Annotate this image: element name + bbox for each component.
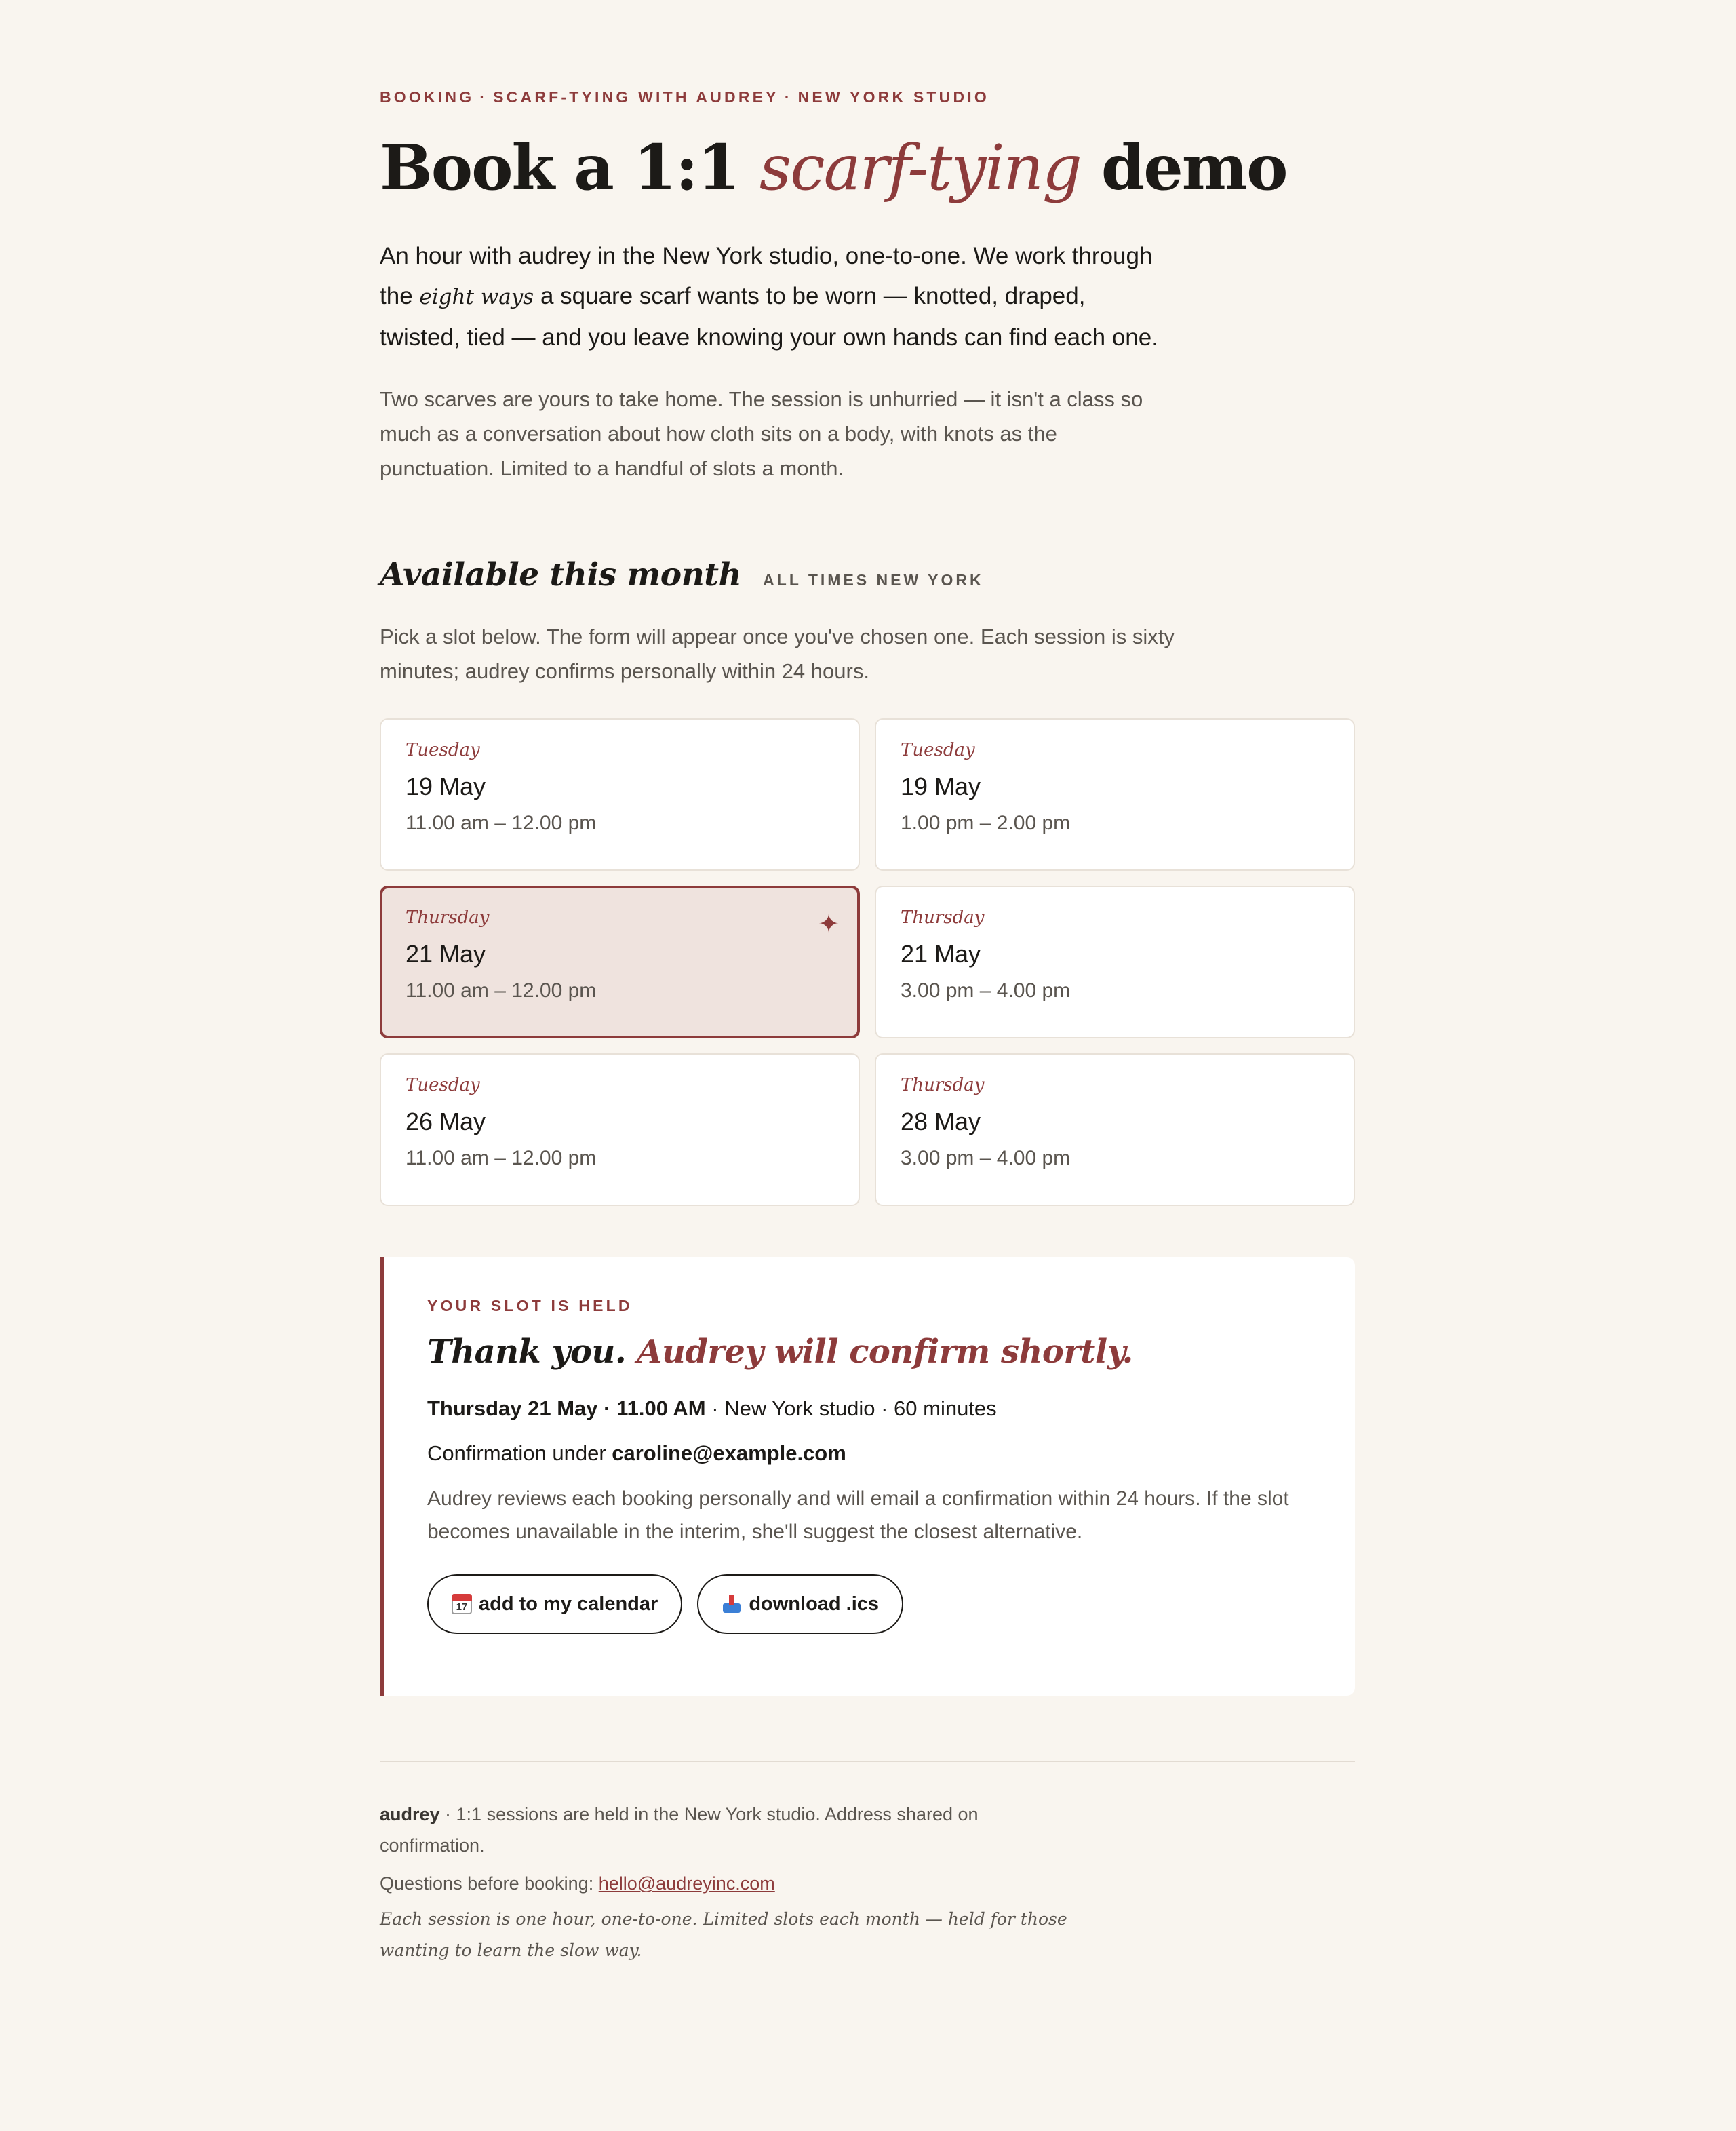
confirmation-email: caroline@example.com — [612, 1441, 846, 1466]
slot-time: 11.00 am – 12.00 pm — [406, 979, 597, 1002]
breadcrumb-item: SCARF-TYING WITH AUDREY — [493, 88, 779, 106]
lede-emphasis: eight ways — [419, 285, 534, 310]
slot-card[interactable] — [380, 1053, 860, 1206]
calendar-icon-date: 17 — [456, 1601, 468, 1614]
breadcrumb-item: BOOKING — [380, 88, 475, 106]
booked-slot-details: · New York studio · 60 minutes — [705, 1396, 997, 1421]
slot-date: 19 May — [406, 773, 486, 801]
breadcrumb-separator: · — [479, 88, 488, 106]
add-to-calendar-label: add to my calendar — [479, 1592, 658, 1615]
confirmation-body: Audrey reviews each booking personally and will email a confirmation within 24 hours. If the slot becomes unavailable in the interim, she'll suggest the closest alternative. — [427, 1487, 1289, 1544]
confirmation-eyebrow: YOUR SLOT IS HELD — [427, 1297, 633, 1315]
confirmation-email-line — [427, 1441, 1311, 1466]
calendar-icon — [452, 1594, 472, 1614]
slot-time: 11.00 am – 12.00 pm — [406, 1147, 597, 1170]
slot-card[interactable] — [380, 718, 860, 871]
page-title — [380, 131, 1356, 204]
confirmation-actions — [427, 1574, 1311, 1634]
breadcrumb-item: NEW YORK STUDIO — [797, 88, 989, 106]
slot-day: Thursday — [901, 907, 985, 928]
slot-card[interactable] — [875, 1053, 1355, 1206]
slot-day: Tuesday — [406, 740, 480, 761]
intro-secondary: Two scarves are yours to take home. The session is unhurried — it isn't a class so much as a conversation about how cloth sits on a body, with knots as the punctuation. Limited to a handful of slots a month. — [380, 387, 1143, 481]
lede-text: An hour with audrey in the New York studio, one-to-one. We work through the — [380, 243, 1153, 310]
breadcrumb — [380, 88, 1356, 106]
availability-header — [380, 556, 1356, 593]
page — [380, 0, 1356, 1966]
booked-slot-summary — [427, 1396, 1311, 1421]
slot-date: 21 May — [901, 940, 981, 969]
footer-questions — [380, 1873, 1356, 1894]
lede-text: a square scarf wants to be worn — knotted, draped, twisted, tied — and you leave knowing your own hands can find each one. — [380, 283, 1158, 351]
footer-location-text: · 1:1 sessions are held in the New York studio. Address shared on confirmation. — [380, 1804, 979, 1856]
slot-card[interactable] — [875, 886, 1355, 1038]
add-to-calendar-button[interactable] — [427, 1574, 682, 1634]
slot-day: Thursday — [901, 1075, 985, 1096]
title-accent: scarf-tying — [759, 132, 1081, 204]
slot-date: 21 May — [406, 940, 486, 969]
slot-time: 3.00 pm – 4.00 pm — [901, 1147, 1071, 1170]
availability-instructions: Pick a slot below. The form will appear once you've chosen one. Each session is sixty minutes; audrey confirms personally within 24 hours. — [380, 625, 1175, 684]
slot-time: 3.00 pm – 4.00 pm — [901, 979, 1071, 1002]
confirmation-email-label: Confirmation under — [427, 1441, 612, 1466]
title-lead: Book a 1:1 — [380, 131, 739, 204]
download-ics-label: download .ics — [749, 1592, 880, 1615]
breadcrumb-separator: · — [784, 88, 793, 106]
booked-slot-datetime: Thursday 21 May · 11.00 AM — [427, 1396, 706, 1421]
slot-card[interactable] — [875, 718, 1355, 871]
confirmation-title-lead: Thank you. — [427, 1333, 627, 1371]
footer-brand: audrey — [380, 1804, 440, 1825]
slot-date: 26 May — [406, 1108, 486, 1136]
slot-grid — [380, 718, 1355, 1206]
availability-title: Available this month — [380, 556, 742, 594]
slot-date: 19 May — [901, 773, 981, 801]
slot-day: Tuesday — [901, 740, 975, 761]
timezone-note: ALL TIMES NEW YORK — [763, 571, 984, 589]
slot-card-selected[interactable] — [380, 886, 860, 1038]
confirmation-panel — [380, 1257, 1355, 1696]
footer-location — [380, 1799, 1085, 1861]
footer-tagline: Each session is one hour, one-to-one. Limited slots each month — held for those wanting to learn the slow way. — [380, 1909, 1067, 1961]
confirmation-title — [427, 1333, 1311, 1371]
slot-day: Tuesday — [406, 1075, 480, 1096]
slot-day: Thursday — [406, 907, 490, 928]
footer-divider — [380, 1761, 1355, 1762]
download-ics-button[interactable] — [697, 1574, 903, 1634]
sparkle-icon: ✦ — [818, 910, 840, 939]
footer-questions-label: Questions before booking: — [380, 1873, 599, 1894]
confirmation-title-accent: Audrey will confirm shortly. — [637, 1333, 1133, 1371]
title-tail: demo — [1101, 131, 1287, 204]
intro-lede — [380, 236, 1166, 357]
slot-date: 28 May — [901, 1108, 981, 1136]
slot-time: 1.00 pm – 2.00 pm — [901, 812, 1071, 835]
slot-time: 11.00 am – 12.00 pm — [406, 812, 597, 835]
inbox-tray-icon — [722, 1594, 742, 1614]
contact-email-link[interactable]: hello@audreyinc.com — [598, 1873, 775, 1894]
